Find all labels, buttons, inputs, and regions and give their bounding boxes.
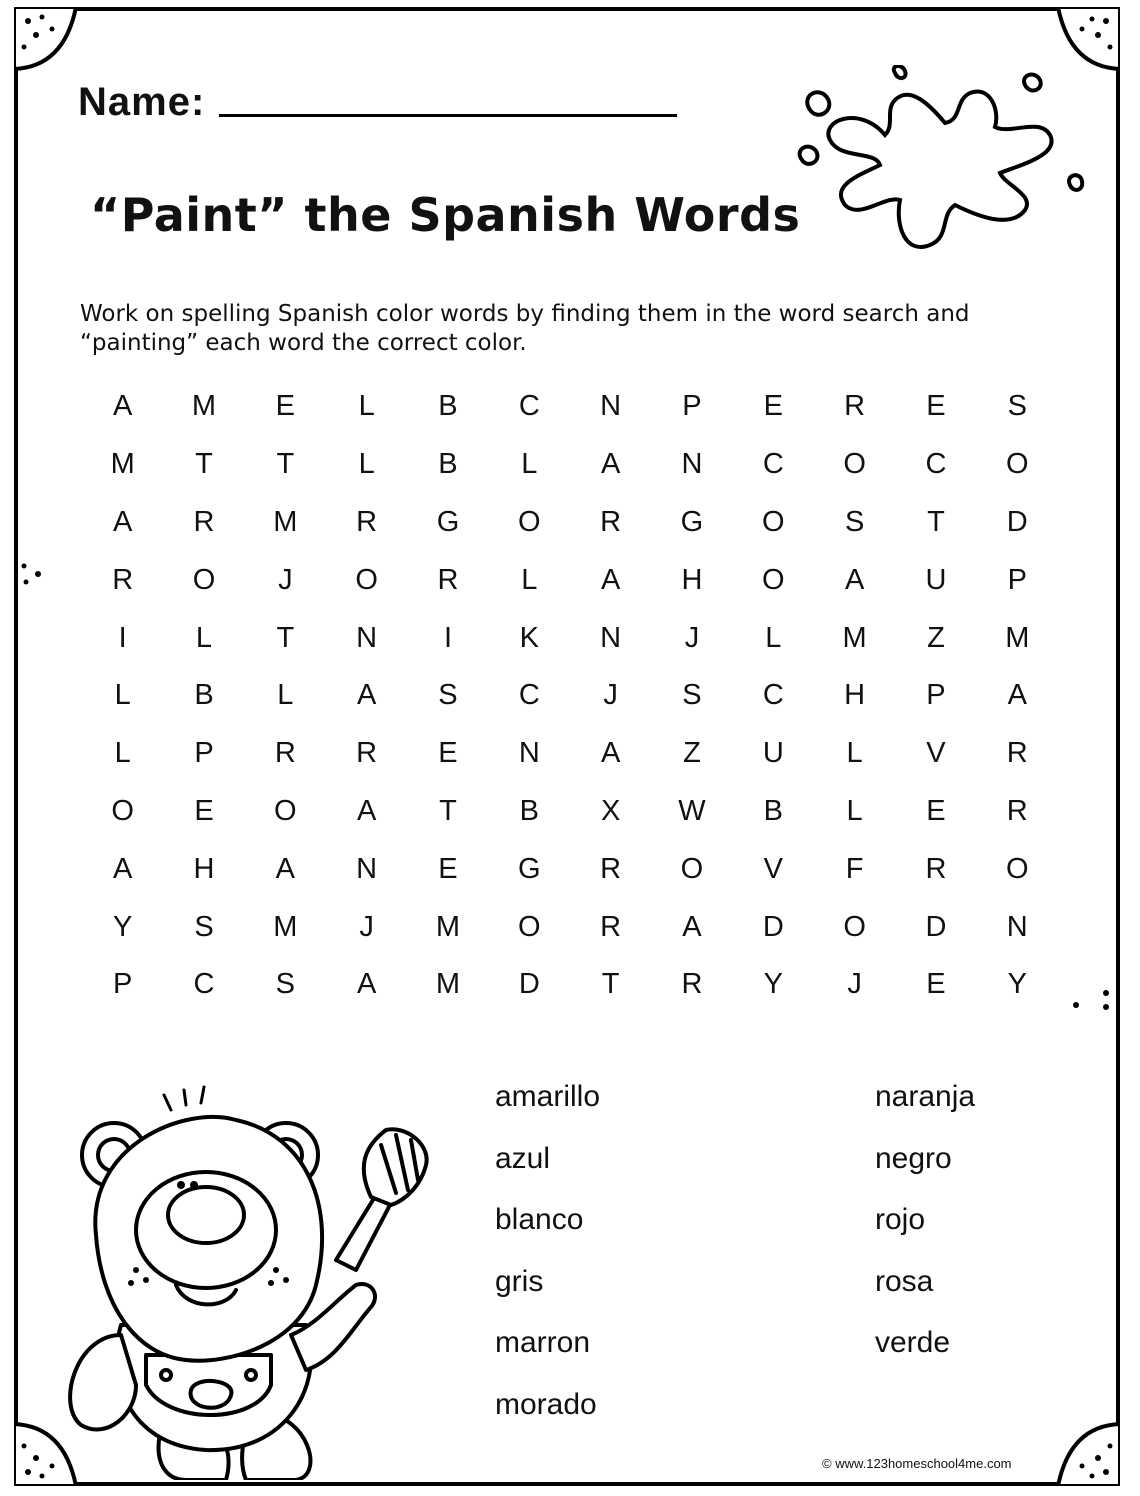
page-title: “Paint” the Spanish Words xyxy=(90,188,801,242)
grid-letter[interactable]: I xyxy=(443,621,452,654)
grid-letter[interactable]: P xyxy=(112,968,133,1001)
grid-letter[interactable]: E xyxy=(763,390,783,423)
grid-letter[interactable]: L xyxy=(765,621,782,654)
grid-letter[interactable]: L xyxy=(277,679,294,712)
word-list-item: verde xyxy=(875,1326,951,1360)
grid-letter[interactable]: C xyxy=(762,448,784,481)
grid-letter[interactable]: D xyxy=(925,910,947,943)
grid-letter[interactable]: K xyxy=(519,621,539,654)
grid-row xyxy=(82,667,1058,725)
grid-letter[interactable]: A xyxy=(356,679,377,712)
grid-letter[interactable]: B xyxy=(763,794,783,827)
grid-letter[interactable]: B xyxy=(194,679,214,712)
grid-letter[interactable]: M xyxy=(435,910,461,943)
grid-letter[interactable]: A xyxy=(112,390,133,423)
grid-letter[interactable]: U xyxy=(762,737,784,770)
grid-letter[interactable]: O xyxy=(1005,448,1029,481)
name-label: Name: xyxy=(78,80,206,124)
grid-letter[interactable]: H xyxy=(681,563,703,596)
grid-letter[interactable]: R xyxy=(681,968,703,1001)
grid-letter[interactable]: O xyxy=(192,563,216,596)
grid-letter[interactable]: M xyxy=(110,448,135,481)
grid-letter[interactable]: D xyxy=(1006,505,1028,538)
grid-letter[interactable]: V xyxy=(926,737,946,770)
grid-letter[interactable]: O xyxy=(762,563,785,596)
grid-letter[interactable]: T xyxy=(927,505,945,538)
grid-letter[interactable]: R xyxy=(600,852,622,885)
grid-letter[interactable]: V xyxy=(763,852,783,885)
word-list-item: rojo xyxy=(875,1203,926,1237)
grid-letter[interactable]: C xyxy=(925,448,947,481)
grid-letter[interactable]: N xyxy=(600,621,622,654)
grid-letter[interactable]: S xyxy=(1007,390,1027,423)
grid-letter[interactable]: R xyxy=(112,563,134,596)
instructions-line-1: Work on spelling Spanish color words by finding them in the word search and xyxy=(80,301,970,327)
grid-letter[interactable]: N xyxy=(600,390,622,423)
grid-letter[interactable]: L xyxy=(114,737,131,770)
grid-letter[interactable]: P xyxy=(682,390,702,423)
grid-letter[interactable]: M xyxy=(273,910,298,943)
grid-letter[interactable]: M xyxy=(842,621,867,654)
grid-letter[interactable]: X xyxy=(600,794,621,827)
grid-letter[interactable]: N xyxy=(356,852,378,885)
grid-letter[interactable]: Y xyxy=(763,968,783,1001)
bear-painter-illustration xyxy=(36,1085,436,1480)
grid-letter[interactable]: A xyxy=(600,563,621,596)
grid-letter[interactable]: O xyxy=(843,448,866,481)
name-field xyxy=(78,80,677,125)
grid-letter[interactable]: M xyxy=(435,968,461,1001)
word-search-grid xyxy=(82,378,1058,1014)
grid-letter[interactable]: C xyxy=(762,679,784,712)
grid-letter[interactable]: R xyxy=(600,910,622,943)
grid-letter[interactable]: B xyxy=(438,448,458,481)
grid-letter[interactable]: H xyxy=(193,852,215,885)
copyright-notice: © www.123homeschool4me.com xyxy=(822,1456,1012,1471)
grid-letter[interactable]: L xyxy=(846,737,863,770)
grid-row xyxy=(82,551,1058,609)
grid-row xyxy=(82,956,1058,1014)
word-list-item: amarillo xyxy=(495,1080,601,1113)
grid-letter[interactable]: E xyxy=(926,794,946,827)
grid-letter[interactable]: T xyxy=(276,621,295,654)
grid-letter[interactable]: O xyxy=(355,563,378,596)
grid-row xyxy=(82,840,1058,898)
grid-letter[interactable]: G xyxy=(680,505,704,538)
grid-letter[interactable]: W xyxy=(678,794,706,827)
grid-letter[interactable]: N xyxy=(681,448,703,481)
name-line[interactable] xyxy=(219,84,677,117)
grid-letter[interactable]: A xyxy=(356,794,377,827)
grid-letter[interactable]: O xyxy=(274,794,297,827)
grid-letter[interactable]: E xyxy=(438,737,458,770)
grid-letter[interactable]: J xyxy=(278,563,293,596)
instructions xyxy=(80,300,1010,358)
grid-letter[interactable]: M xyxy=(273,505,298,538)
grid-letter[interactable]: J xyxy=(359,910,374,943)
paint-splat-icon xyxy=(790,65,1090,265)
grid-letter[interactable]: J xyxy=(847,968,862,1001)
grid-letter[interactable]: B xyxy=(519,794,539,827)
word-list-item: morado xyxy=(495,1387,597,1421)
grid-letter[interactable]: S xyxy=(275,968,295,1001)
grid-letter[interactable]: L xyxy=(114,679,131,712)
grid-letter[interactable]: A xyxy=(600,448,621,481)
grid-letter[interactable]: J xyxy=(684,621,700,654)
grid-letter[interactable]: S xyxy=(438,679,458,712)
grid-letter[interactable]: A xyxy=(600,737,621,770)
grid-letter[interactable]: S xyxy=(844,505,865,538)
grid-letter[interactable]: F xyxy=(845,852,864,885)
grid-letter[interactable]: S xyxy=(682,679,702,712)
grid-letter[interactable]: L xyxy=(358,390,375,423)
grid-letter[interactable]: A xyxy=(356,968,377,1001)
grid-letter[interactable]: O xyxy=(518,505,541,538)
grid-letter[interactable]: N xyxy=(1006,910,1028,943)
corner-dots-bottom-right xyxy=(1050,1416,1120,1486)
grid-letter[interactable]: R xyxy=(925,852,947,885)
grid-letter[interactable]: O xyxy=(111,794,134,827)
word-list-item: azul xyxy=(495,1141,551,1175)
grid-letter[interactable]: T xyxy=(195,448,213,481)
grid-letter[interactable]: G xyxy=(436,505,460,538)
grid-letter[interactable]: R xyxy=(1006,737,1028,770)
grid-letter[interactable]: S xyxy=(194,910,214,943)
word-list-item: gris xyxy=(495,1264,544,1298)
grid-letter[interactable]: A xyxy=(112,852,133,885)
grid-letter[interactable]: R xyxy=(193,505,215,538)
grid-letter[interactable]: E xyxy=(194,794,214,827)
grid-letter[interactable]: L xyxy=(521,563,538,596)
grid-row xyxy=(82,898,1058,956)
grid-letter[interactable]: C xyxy=(193,968,215,1001)
grid-letter[interactable]: T xyxy=(601,968,620,1001)
grid-letter[interactable]: Y xyxy=(112,910,133,943)
grid-letter[interactable]: O xyxy=(762,505,785,538)
grid-letter[interactable]: G xyxy=(518,852,541,885)
grid-letter[interactable]: D xyxy=(762,910,784,943)
grid-row xyxy=(82,494,1058,552)
grid-letter[interactable]: Z xyxy=(927,621,945,654)
grid-letter[interactable]: L xyxy=(521,448,538,481)
grid-letter[interactable]: C xyxy=(518,390,540,423)
grid-letter[interactable]: O xyxy=(843,910,866,943)
grid-letter[interactable]: R xyxy=(356,737,378,770)
grid-letter[interactable]: P xyxy=(194,737,214,770)
grid-letter[interactable]: I xyxy=(118,621,127,654)
grid-row xyxy=(82,609,1058,667)
grid-row xyxy=(82,725,1058,783)
grid-letter[interactable]: R xyxy=(600,505,622,538)
grid-letter[interactable]: N xyxy=(356,621,378,654)
grid-letter[interactable]: C xyxy=(518,679,540,712)
grid-letter[interactable]: N xyxy=(518,737,540,770)
grid-letter[interactable]: M xyxy=(191,390,217,423)
grid-letter[interactable]: L xyxy=(358,448,375,481)
grid-letter[interactable]: O xyxy=(518,910,541,943)
grid-letter[interactable]: A xyxy=(275,852,295,885)
grid-letter[interactable]: Y xyxy=(1007,968,1027,1001)
grid-letter[interactable]: L xyxy=(846,794,863,827)
grid-letter[interactable]: R xyxy=(356,505,378,538)
grid-letter[interactable]: D xyxy=(518,968,540,1001)
grid-letter[interactable]: O xyxy=(680,852,704,885)
grid-letter[interactable]: L xyxy=(195,621,213,654)
word-list-item: blanco xyxy=(495,1203,584,1237)
grid-row xyxy=(82,436,1058,494)
grid-letter[interactable]: O xyxy=(1005,852,1029,885)
grid-letter[interactable]: A xyxy=(844,563,865,596)
grid-letter[interactable]: E xyxy=(438,852,458,885)
grid-letter[interactable]: B xyxy=(438,390,458,423)
grid-letter[interactable]: E xyxy=(926,968,946,1001)
grid-letter[interactable]: R xyxy=(437,563,459,596)
word-list-item: negro xyxy=(875,1141,952,1175)
grid-letter[interactable]: H xyxy=(844,679,866,712)
grid-letter[interactable]: E xyxy=(275,390,295,423)
grid-letter[interactable]: P xyxy=(926,679,946,712)
grid-letter[interactable]: A xyxy=(1007,679,1027,712)
decorative-dots-right xyxy=(1068,985,1118,1015)
grid-letter[interactable]: Z xyxy=(683,737,701,770)
word-list-item: marron xyxy=(495,1326,591,1360)
word-list-right xyxy=(875,1072,975,1380)
grid-letter[interactable]: R xyxy=(844,390,866,423)
word-list-item: rosa xyxy=(875,1264,934,1298)
grid-row xyxy=(82,783,1058,841)
instructions-line-2: “painting” each word the correct color. xyxy=(80,330,527,356)
grid-letter[interactable]: M xyxy=(1005,621,1030,654)
grid-letter[interactable]: T xyxy=(276,448,295,481)
grid-row xyxy=(82,378,1058,436)
grid-letter[interactable]: E xyxy=(926,390,946,423)
grid-letter[interactable]: A xyxy=(682,910,702,943)
word-list-item: naranja xyxy=(875,1080,976,1113)
grid-letter[interactable]: U xyxy=(925,563,947,596)
grid-letter[interactable]: J xyxy=(603,679,618,712)
corner-dots-top-left xyxy=(14,7,84,77)
grid-letter[interactable]: A xyxy=(112,505,133,538)
grid-letter[interactable]: P xyxy=(1007,563,1027,596)
decorative-dots-left xyxy=(18,560,48,590)
word-list-left xyxy=(495,1072,600,1442)
grid-letter[interactable]: R xyxy=(1006,794,1028,827)
grid-letter[interactable]: T xyxy=(439,794,457,827)
grid-letter[interactable]: R xyxy=(274,737,296,770)
